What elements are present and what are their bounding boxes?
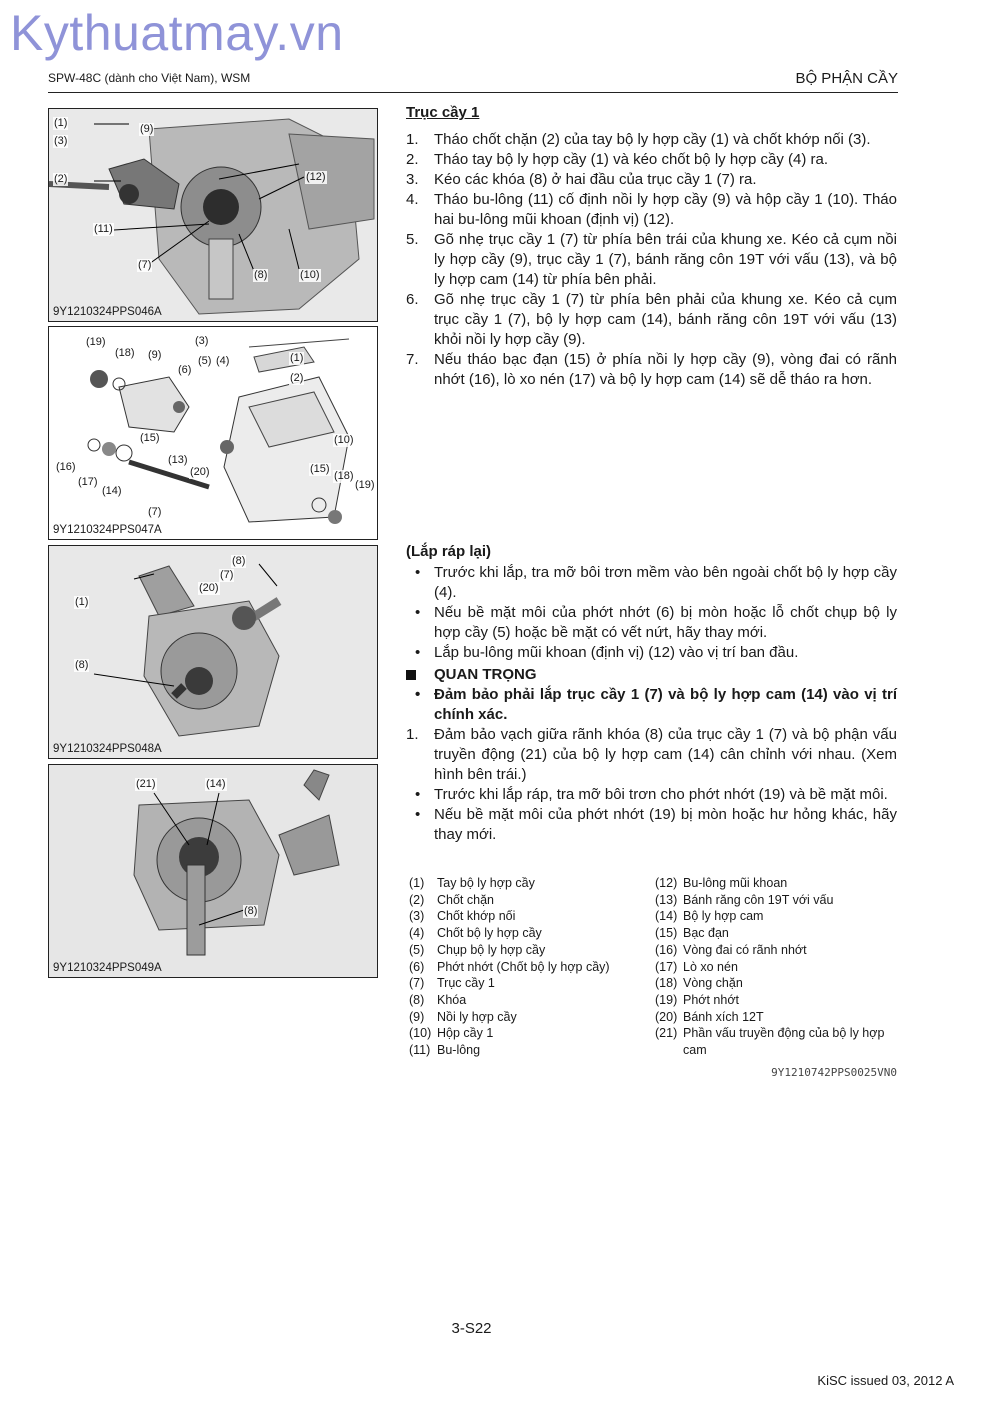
figure-1: [48, 108, 378, 322]
figure-2-callout: (20): [190, 466, 210, 478]
figure-3-callout: (7): [220, 569, 234, 581]
header-section-title: BỘ PHẬN CẦY: [795, 70, 898, 87]
figure-1-photo: [49, 109, 377, 321]
figure-2-callout: (1): [290, 352, 304, 364]
figure-4-callout: (21): [136, 778, 156, 790]
figure-1-callout: (9): [140, 123, 154, 135]
legend-item: (8) Khóa: [409, 992, 467, 1007]
header-divider: [48, 92, 898, 93]
legend-item: (13) Bánh răng côn 19T với vấu: [655, 892, 834, 907]
figure-2-callout: (6): [178, 364, 192, 376]
figure-2-callout: (4): [216, 355, 230, 367]
figure-4: [48, 764, 378, 978]
legend-item: (10) Hộp cầy 1: [409, 1026, 494, 1041]
figure-2-callout: (10): [334, 434, 354, 446]
step-item: 6. Gõ nhẹ trục cầy 1 (7) từ phía bên phải của khung xe. Kéo cả cụm trục cầy 1 (7), bộ ly hợp cam (14), bánh răng côn 19T với vấu (13) khỏi nồi ly hợp cầy (9).: [406, 291, 897, 348]
step-item: 3. Kéo các khóa (8) ở hai đầu của trục cầy 1 (7) ra.: [406, 171, 757, 188]
legend-item: (1) Tay bộ ly hợp cầy: [409, 876, 535, 890]
figure-2-callout: (14): [102, 485, 122, 497]
legend-item: (6) Phớt nhớt (Chốt bộ ly hợp cầy): [409, 959, 610, 974]
legend-right: [655, 875, 897, 1059]
figure-2-callout: (15): [140, 432, 160, 444]
legend-item: (11) Bu-lông: [409, 1043, 481, 1058]
reassembly-bullet: • Nếu bề mặt môi của phớt nhớt (6) bị mòn hoặc lỗ chốt chụp bộ ly hợp cầy (5) hoặc bề mặt có vết nứt, hãy thay mới.: [415, 604, 897, 641]
figure-1-callout: (11): [94, 223, 113, 235]
figure-2-callout: (19): [355, 479, 375, 491]
figure-2-callout: (9): [148, 349, 162, 361]
step-item: 4. Tháo bu-lông (11) cố định nồi ly hợp cầy (9) và hộp cầy 1 (10). Tháo hai bu-lông mũi khoan (định vị) (12).: [406, 191, 897, 228]
legend-left: [409, 875, 649, 1059]
figure-2-callout: (16): [56, 461, 76, 473]
important-square-icon: [406, 670, 416, 680]
legend-item: (3) Chốt khớp nối: [409, 909, 516, 924]
figure-1-callout: (2): [54, 173, 68, 185]
section-title: Trục cầy 1: [406, 104, 480, 121]
figure-3-callout: (8): [232, 555, 246, 567]
figure-2-callout: (15): [310, 463, 330, 475]
legend-item: (15) Bạc đạn: [655, 926, 729, 941]
figure-2: [48, 326, 378, 540]
step-item: 1. Tháo chốt chặn (2) của tay bộ ly hợp cầy (1) và chốt khớp nối (3).: [406, 131, 871, 148]
figure-2-callout: (18): [334, 470, 354, 482]
figure-1-code: 9Y1210324PPS046A: [53, 306, 162, 318]
figure-1-callout: (1): [54, 117, 68, 129]
legend-item: (20) Bánh xích 12T: [655, 1009, 764, 1024]
header-manual-title: SPW-48C (dành cho Việt Nam), WSM: [48, 71, 251, 85]
legend-item: (2) Chốt chặn: [409, 892, 494, 907]
reassembly-bullet: • Trước khi lắp, tra mỡ bôi trơn mềm vào bên ngoài chốt bộ ly hợp cầy (4).: [415, 564, 897, 601]
figure-2-callout: (5): [198, 355, 212, 367]
legend-item: (19) Phớt nhớt: [655, 992, 740, 1007]
figure-2-exploded-view: [49, 327, 377, 539]
legend-item: (7) Trục cầy 1: [409, 976, 495, 991]
figure-4-callout: (8): [244, 905, 258, 917]
reassembly-bullet: • Trước khi lắp ráp, tra mỡ bôi trơn cho phớt nhớt (19) và bề mặt môi.: [415, 786, 888, 803]
figure-1-callout: (10): [300, 269, 320, 281]
figure-3-photo: [49, 546, 377, 758]
figure-2-callout: (13): [168, 454, 188, 466]
legend-item: (14) Bộ ly hợp cam: [655, 909, 764, 924]
step-item: 7. Nếu tháo bạc đạn (15) ở phía nồi ly hợp cầy (9), vòng đai có rãnh nhớt (16), lò xo nén (17) và bộ ly hợp cam (14) sẽ dễ tháo ra hơn.: [406, 351, 897, 388]
legend-item: (17) Lò xo nén: [655, 959, 738, 974]
figure-3-callout: (20): [199, 582, 219, 594]
legend-item: (16) Vòng đai có rãnh nhớt: [655, 942, 807, 957]
legend-item: (21) Phần vấu truyền động của bộ ly hợp cam: [655, 1026, 885, 1058]
important-heading: QUAN TRỌNG: [406, 665, 897, 685]
watermark: Kythuatmay.vn: [10, 5, 344, 61]
figure-3-callout: (8): [75, 659, 89, 671]
figure-4-callout: (14): [206, 778, 226, 790]
legend-item: (12) Bu-lông mũi khoan: [655, 876, 788, 890]
figure-2-callout: (17): [78, 476, 98, 488]
legend-item: (18) Vòng chặn: [655, 976, 743, 991]
reference-code: 9Y1210742PPS0025VN0: [771, 1066, 897, 1079]
figure-2-code: 9Y1210324PPS047A: [53, 524, 162, 536]
figure-1-callout: (7): [138, 259, 152, 271]
figure-4-photo: [49, 765, 377, 977]
reassembly-title: (Lắp ráp lại): [406, 543, 492, 560]
step-item: 5. Gõ nhẹ trục cầy 1 (7) từ phía bên trái của khung xe. Kéo cả cụm nồi ly hợp cầy (9), trục cầy 1 (7), bánh răng côn 19T với vấu (13), và bộ ly hợp cam (14) từ phía bên phải.: [406, 231, 897, 288]
page-number: 3-S22: [451, 1320, 492, 1337]
reassembly-bullet: • Nếu bề mặt môi của phớt nhớt (19) bị mòn hoặc hư hỏng khác, hãy thay mới.: [415, 806, 897, 843]
figure-2-callout: (2): [290, 372, 304, 384]
figure-2-callout: (19): [86, 336, 106, 348]
reassembly-bullet: • Lắp bu-lông mũi khoan (định vị) (12) vào vị trí ban đầu.: [415, 644, 799, 661]
legend-item: (9) Nồi ly hợp cầy: [409, 1009, 517, 1024]
figure-1-callout: (8): [254, 269, 268, 281]
figure-3: [48, 545, 378, 759]
step-item: 2. Tháo tay bộ ly hợp cầy (1) và kéo chốt bộ ly hợp cầy (4) ra.: [406, 151, 829, 168]
issued-note: KiSC issued 03, 2012 A: [817, 1373, 954, 1388]
figure-3-callout: (1): [75, 596, 89, 608]
disassembly-steps: [406, 130, 897, 390]
legend-item: (5) Chụp bộ ly hợp cầy: [409, 942, 546, 957]
legend-item: (4) Chốt bộ ly hợp cầy: [409, 926, 542, 941]
figure-1-callout: (12): [306, 171, 326, 183]
figure-1-callout: (3): [54, 135, 68, 147]
figure-4-code: 9Y1210324PPS049A: [53, 962, 162, 974]
figure-3-code: 9Y1210324PPS048A: [53, 743, 162, 755]
reassembly-block: [406, 563, 897, 845]
figure-2-callout: (3): [195, 335, 209, 347]
important-bullet: • Đảm bảo phải lắp trục cầy 1 (7) và bộ ly hợp cam (14) vào vị trí chính xác.: [415, 686, 897, 723]
figure-2-callout: (18): [115, 347, 135, 359]
reassembly-step: 1. Đảm bảo vạch giữa rãnh khóa (8) của trục cầy 1 (7) và bộ phận vấu truyền động (21) của bộ ly hợp cam (14) cân chỉnh với nhau. (Xem hình bên trái.): [406, 726, 897, 783]
figure-2-callout: (7): [148, 506, 162, 518]
